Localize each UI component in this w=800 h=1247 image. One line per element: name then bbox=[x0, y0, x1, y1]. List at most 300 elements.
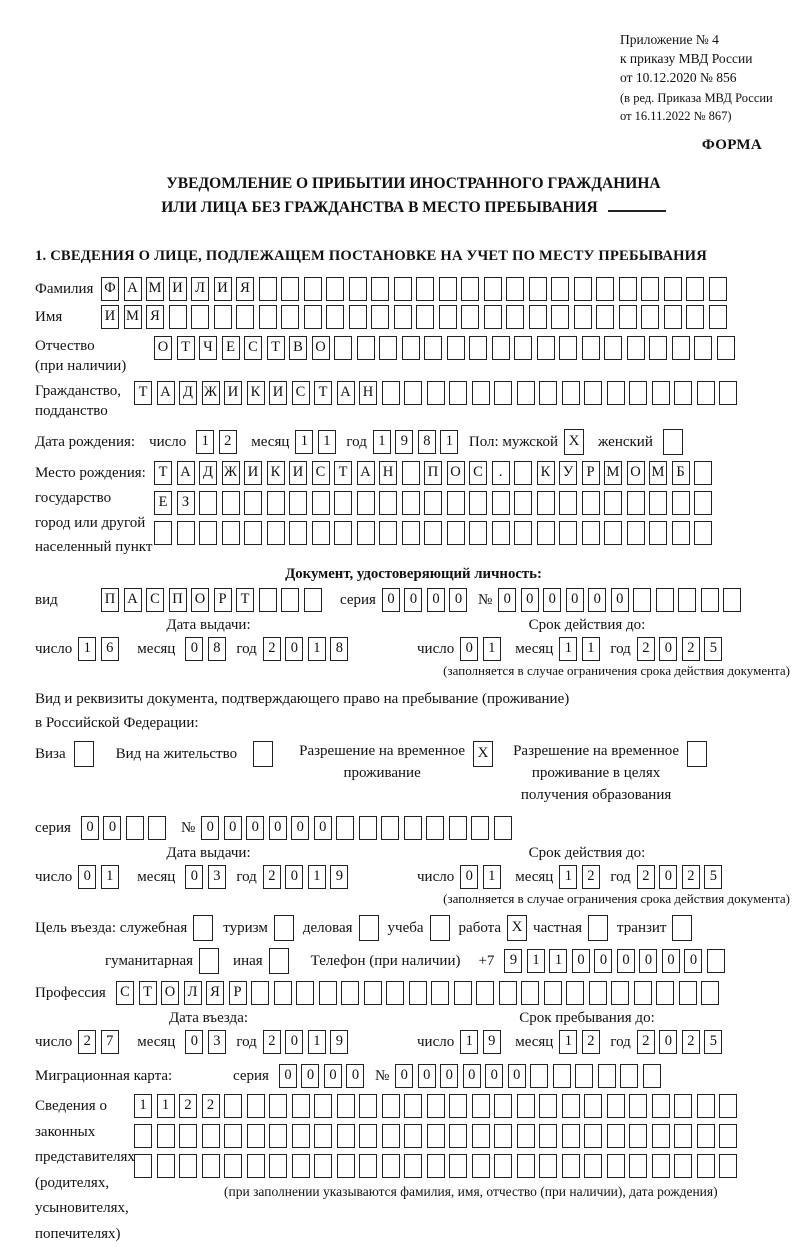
char-cell[interactable] bbox=[517, 1154, 535, 1178]
char-cell[interactable]: П bbox=[169, 588, 187, 612]
birth-month-cells[interactable] bbox=[295, 430, 340, 454]
char-cell[interactable] bbox=[289, 491, 307, 515]
char-cell[interactable]: Б bbox=[672, 461, 690, 485]
char-cell[interactable] bbox=[157, 1154, 175, 1178]
birth-place-cells-row-1[interactable] bbox=[154, 461, 717, 485]
char-cell[interactable]: Ф bbox=[101, 277, 119, 301]
char-cell[interactable]: 9 bbox=[330, 865, 348, 889]
char-cell[interactable] bbox=[359, 1154, 377, 1178]
char-cell[interactable] bbox=[449, 1094, 467, 1118]
char-cell[interactable]: В bbox=[289, 336, 307, 360]
char-cell[interactable] bbox=[236, 305, 254, 329]
char-cell[interactable] bbox=[627, 521, 645, 545]
char-cell[interactable] bbox=[719, 1154, 737, 1178]
char-cell[interactable]: 0 bbox=[427, 588, 445, 612]
char-cell[interactable] bbox=[359, 1094, 377, 1118]
char-cell[interactable] bbox=[394, 305, 412, 329]
purpose-commercial-checkbox[interactable] bbox=[359, 915, 379, 941]
char-cell[interactable] bbox=[382, 381, 400, 405]
char-cell[interactable] bbox=[584, 381, 602, 405]
char-cell[interactable] bbox=[694, 336, 712, 360]
char-cell[interactable] bbox=[656, 981, 674, 1005]
char-cell[interactable] bbox=[584, 1094, 602, 1118]
char-cell[interactable]: 9 bbox=[483, 1030, 501, 1054]
char-cell[interactable] bbox=[357, 491, 375, 515]
stay-day-cells[interactable] bbox=[460, 1030, 505, 1054]
doc-issue-year-cells[interactable] bbox=[263, 637, 353, 661]
char-cell[interactable] bbox=[259, 588, 277, 612]
char-cell[interactable]: О bbox=[312, 336, 330, 360]
char-cell[interactable] bbox=[314, 1154, 332, 1178]
doc-issue-month-cells[interactable] bbox=[185, 637, 230, 661]
char-cell[interactable] bbox=[517, 1094, 535, 1118]
char-cell[interactable]: И bbox=[224, 381, 242, 405]
char-cell[interactable]: 2 bbox=[682, 1030, 700, 1054]
char-cell[interactable]: 8 bbox=[330, 637, 348, 661]
char-cell[interactable] bbox=[701, 981, 719, 1005]
char-cell[interactable] bbox=[224, 1154, 242, 1178]
char-cell[interactable] bbox=[427, 1154, 445, 1178]
char-cell[interactable]: 2 bbox=[202, 1094, 220, 1118]
char-cell[interactable]: С bbox=[116, 981, 134, 1005]
char-cell[interactable] bbox=[179, 1124, 197, 1148]
char-cell[interactable]: 0 bbox=[594, 949, 612, 973]
char-cell[interactable] bbox=[382, 1094, 400, 1118]
char-cell[interactable]: 0 bbox=[269, 816, 287, 840]
char-cell[interactable] bbox=[537, 521, 555, 545]
char-cell[interactable] bbox=[402, 521, 420, 545]
char-cell[interactable]: 0 bbox=[314, 816, 332, 840]
char-cell[interactable]: З bbox=[177, 491, 195, 515]
char-cell[interactable]: 7 bbox=[101, 1030, 119, 1054]
char-cell[interactable] bbox=[672, 521, 690, 545]
char-cell[interactable]: Т bbox=[154, 461, 172, 485]
char-cell[interactable]: 2 bbox=[582, 1030, 600, 1054]
char-cell[interactable] bbox=[537, 491, 555, 515]
char-cell[interactable] bbox=[337, 1154, 355, 1178]
char-cell[interactable] bbox=[424, 336, 442, 360]
char-cell[interactable] bbox=[337, 1124, 355, 1148]
char-cell[interactable]: 0 bbox=[201, 816, 219, 840]
representatives-cells-row-2[interactable] bbox=[134, 1124, 742, 1148]
char-cell[interactable] bbox=[244, 521, 262, 545]
char-cell[interactable]: 8 bbox=[418, 430, 436, 454]
char-cell[interactable]: Н bbox=[379, 461, 397, 485]
doc-valid-year-cells[interactable] bbox=[637, 637, 727, 661]
char-cell[interactable] bbox=[629, 1094, 647, 1118]
char-cell[interactable]: 2 bbox=[637, 865, 655, 889]
char-cell[interactable] bbox=[627, 491, 645, 515]
char-cell[interactable] bbox=[326, 305, 344, 329]
char-cell[interactable] bbox=[664, 305, 682, 329]
char-cell[interactable]: 1 bbox=[440, 430, 458, 454]
char-cell[interactable] bbox=[349, 305, 367, 329]
char-cell[interactable] bbox=[551, 277, 569, 301]
char-cell[interactable] bbox=[574, 305, 592, 329]
char-cell[interactable] bbox=[382, 1154, 400, 1178]
char-cell[interactable]: 0 bbox=[346, 1064, 364, 1088]
permit-issue-month-cells[interactable] bbox=[185, 865, 230, 889]
char-cell[interactable] bbox=[357, 336, 375, 360]
char-cell[interactable] bbox=[326, 277, 344, 301]
char-cell[interactable] bbox=[629, 1124, 647, 1148]
profession-cells[interactable] bbox=[116, 981, 724, 1005]
char-cell[interactable]: 2 bbox=[582, 865, 600, 889]
char-cell[interactable]: 0 bbox=[662, 949, 680, 973]
char-cell[interactable] bbox=[494, 1094, 512, 1118]
char-cell[interactable] bbox=[530, 1064, 548, 1088]
temp-residence-edu-checkbox[interactable] bbox=[687, 741, 707, 767]
char-cell[interactable] bbox=[566, 981, 584, 1005]
char-cell[interactable]: 0 bbox=[291, 816, 309, 840]
char-cell[interactable]: 1 bbox=[134, 1094, 152, 1118]
char-cell[interactable]: 0 bbox=[460, 865, 478, 889]
char-cell[interactable]: 0 bbox=[684, 949, 702, 973]
char-cell[interactable] bbox=[664, 277, 682, 301]
char-cell[interactable] bbox=[334, 336, 352, 360]
char-cell[interactable] bbox=[336, 816, 354, 840]
char-cell[interactable]: 9 bbox=[330, 1030, 348, 1054]
char-cell[interactable]: Д bbox=[179, 381, 197, 405]
char-cell[interactable]: 1 bbox=[483, 637, 501, 661]
char-cell[interactable]: 0 bbox=[301, 1064, 319, 1088]
char-cell[interactable]: Р bbox=[214, 588, 232, 612]
char-cell[interactable]: 1 bbox=[549, 949, 567, 973]
char-cell[interactable] bbox=[244, 491, 262, 515]
char-cell[interactable]: А bbox=[157, 381, 175, 405]
char-cell[interactable] bbox=[656, 588, 674, 612]
char-cell[interactable]: М bbox=[604, 461, 622, 485]
char-cell[interactable] bbox=[484, 305, 502, 329]
purpose-other-checkbox[interactable] bbox=[269, 948, 289, 974]
char-cell[interactable]: 0 bbox=[508, 1064, 526, 1088]
char-cell[interactable]: 1 bbox=[308, 865, 326, 889]
char-cell[interactable] bbox=[697, 1124, 715, 1148]
char-cell[interactable]: У bbox=[559, 461, 577, 485]
char-cell[interactable] bbox=[449, 816, 467, 840]
char-cell[interactable] bbox=[539, 1094, 557, 1118]
char-cell[interactable] bbox=[499, 981, 517, 1005]
char-cell[interactable] bbox=[259, 277, 277, 301]
char-cell[interactable]: . bbox=[492, 461, 510, 485]
char-cell[interactable]: 5 bbox=[704, 637, 722, 661]
char-cell[interactable] bbox=[292, 1094, 310, 1118]
char-cell[interactable]: 0 bbox=[185, 637, 203, 661]
char-cell[interactable] bbox=[269, 1094, 287, 1118]
char-cell[interactable] bbox=[598, 1064, 616, 1088]
char-cell[interactable] bbox=[289, 521, 307, 545]
purpose-work-checkbox[interactable]: X bbox=[507, 915, 527, 941]
char-cell[interactable] bbox=[416, 277, 434, 301]
char-cell[interactable] bbox=[222, 491, 240, 515]
char-cell[interactable] bbox=[199, 521, 217, 545]
char-cell[interactable] bbox=[652, 1124, 670, 1148]
char-cell[interactable] bbox=[484, 277, 502, 301]
char-cell[interactable]: 0 bbox=[639, 949, 657, 973]
char-cell[interactable] bbox=[674, 381, 692, 405]
char-cell[interactable] bbox=[427, 1094, 445, 1118]
char-cell[interactable] bbox=[709, 277, 727, 301]
char-cell[interactable]: О bbox=[161, 981, 179, 1005]
char-cell[interactable] bbox=[604, 521, 622, 545]
char-cell[interactable]: П bbox=[424, 461, 442, 485]
char-cell[interactable]: О bbox=[447, 461, 465, 485]
char-cell[interactable] bbox=[292, 1124, 310, 1148]
char-cell[interactable]: Я bbox=[206, 981, 224, 1005]
char-cell[interactable] bbox=[449, 1154, 467, 1178]
char-cell[interactable]: 0 bbox=[543, 588, 561, 612]
char-cell[interactable] bbox=[719, 1094, 737, 1118]
char-cell[interactable] bbox=[641, 277, 659, 301]
char-cell[interactable] bbox=[604, 491, 622, 515]
char-cell[interactable] bbox=[447, 521, 465, 545]
char-cell[interactable]: 9 bbox=[395, 430, 413, 454]
char-cell[interactable] bbox=[707, 949, 725, 973]
char-cell[interactable] bbox=[582, 521, 600, 545]
char-cell[interactable]: 0 bbox=[246, 816, 264, 840]
char-cell[interactable]: Л bbox=[191, 277, 209, 301]
char-cell[interactable]: А bbox=[357, 461, 375, 485]
representatives-cells-row-3[interactable] bbox=[134, 1154, 742, 1178]
char-cell[interactable]: Е bbox=[222, 336, 240, 360]
char-cell[interactable]: 0 bbox=[324, 1064, 342, 1088]
char-cell[interactable]: 2 bbox=[78, 1030, 96, 1054]
char-cell[interactable]: О bbox=[191, 588, 209, 612]
char-cell[interactable] bbox=[416, 305, 434, 329]
char-cell[interactable] bbox=[334, 491, 352, 515]
phone-cells[interactable] bbox=[504, 949, 729, 973]
char-cell[interactable] bbox=[607, 1124, 625, 1148]
char-cell[interactable]: М bbox=[124, 305, 142, 329]
char-cell[interactable] bbox=[472, 381, 490, 405]
char-cell[interactable] bbox=[247, 1124, 265, 1148]
char-cell[interactable]: 0 bbox=[279, 1064, 297, 1088]
citizenship-cells[interactable] bbox=[134, 381, 742, 405]
char-cell[interactable]: С bbox=[469, 461, 487, 485]
char-cell[interactable]: 0 bbox=[395, 1064, 413, 1088]
char-cell[interactable] bbox=[449, 381, 467, 405]
char-cell[interactable]: 2 bbox=[219, 430, 237, 454]
char-cell[interactable] bbox=[494, 1154, 512, 1178]
birth-day-cells[interactable] bbox=[196, 430, 241, 454]
char-cell[interactable] bbox=[222, 521, 240, 545]
char-cell[interactable]: А bbox=[337, 381, 355, 405]
char-cell[interactable]: А bbox=[177, 461, 195, 485]
surname-cells[interactable] bbox=[101, 277, 731, 301]
char-cell[interactable]: 0 bbox=[485, 1064, 503, 1088]
char-cell[interactable] bbox=[686, 277, 704, 301]
char-cell[interactable] bbox=[678, 588, 696, 612]
char-cell[interactable] bbox=[596, 277, 614, 301]
char-cell[interactable] bbox=[404, 1094, 422, 1118]
char-cell[interactable] bbox=[304, 588, 322, 612]
temp-residence-checkbox[interactable]: X bbox=[473, 741, 493, 767]
char-cell[interactable]: 5 bbox=[704, 1030, 722, 1054]
char-cell[interactable] bbox=[191, 305, 209, 329]
char-cell[interactable] bbox=[719, 381, 737, 405]
char-cell[interactable]: Ж bbox=[202, 381, 220, 405]
char-cell[interactable]: К bbox=[267, 461, 285, 485]
char-cell[interactable] bbox=[394, 277, 412, 301]
char-cell[interactable]: Е bbox=[154, 491, 172, 515]
char-cell[interactable] bbox=[517, 1124, 535, 1148]
char-cell[interactable] bbox=[409, 981, 427, 1005]
char-cell[interactable] bbox=[202, 1154, 220, 1178]
char-cell[interactable]: 0 bbox=[588, 588, 606, 612]
char-cell[interactable] bbox=[539, 381, 557, 405]
char-cell[interactable] bbox=[357, 521, 375, 545]
char-cell[interactable] bbox=[674, 1124, 692, 1148]
char-cell[interactable] bbox=[126, 816, 144, 840]
char-cell[interactable]: Л bbox=[184, 981, 202, 1005]
char-cell[interactable] bbox=[404, 1124, 422, 1148]
char-cell[interactable] bbox=[427, 1124, 445, 1148]
char-cell[interactable]: 3 bbox=[208, 865, 226, 889]
birth-place-cells-row-2[interactable] bbox=[154, 491, 717, 515]
char-cell[interactable] bbox=[517, 381, 535, 405]
char-cell[interactable] bbox=[514, 336, 532, 360]
char-cell[interactable]: 1 bbox=[101, 865, 119, 889]
char-cell[interactable] bbox=[274, 981, 292, 1005]
char-cell[interactable]: Т bbox=[139, 981, 157, 1005]
char-cell[interactable]: С bbox=[312, 461, 330, 485]
permit-valid-year-cells[interactable] bbox=[637, 865, 727, 889]
char-cell[interactable]: 1 bbox=[308, 637, 326, 661]
char-cell[interactable]: 0 bbox=[81, 816, 99, 840]
char-cell[interactable] bbox=[494, 381, 512, 405]
purpose-tourism-checkbox[interactable] bbox=[274, 915, 294, 941]
char-cell[interactable] bbox=[404, 381, 422, 405]
char-cell[interactable]: А bbox=[124, 277, 142, 301]
char-cell[interactable] bbox=[267, 491, 285, 515]
char-cell[interactable]: 1 bbox=[196, 430, 214, 454]
char-cell[interactable] bbox=[214, 305, 232, 329]
char-cell[interactable] bbox=[314, 1124, 332, 1148]
doc-valid-month-cells[interactable] bbox=[559, 637, 604, 661]
char-cell[interactable] bbox=[381, 816, 399, 840]
char-cell[interactable] bbox=[177, 521, 195, 545]
char-cell[interactable] bbox=[157, 1124, 175, 1148]
char-cell[interactable]: И bbox=[214, 277, 232, 301]
char-cell[interactable]: 8 bbox=[208, 637, 226, 661]
char-cell[interactable] bbox=[134, 1124, 152, 1148]
char-cell[interactable] bbox=[349, 277, 367, 301]
char-cell[interactable] bbox=[447, 336, 465, 360]
doc-number-cells[interactable] bbox=[498, 588, 746, 612]
char-cell[interactable]: О bbox=[154, 336, 172, 360]
char-cell[interactable]: 2 bbox=[637, 637, 655, 661]
char-cell[interactable]: Р bbox=[582, 461, 600, 485]
char-cell[interactable]: К bbox=[537, 461, 555, 485]
char-cell[interactable]: 6 bbox=[101, 637, 119, 661]
char-cell[interactable] bbox=[674, 1094, 692, 1118]
purpose-transit-checkbox[interactable] bbox=[672, 915, 692, 941]
stay-month-cells[interactable] bbox=[559, 1030, 604, 1054]
residence-permit-checkbox[interactable] bbox=[253, 741, 273, 767]
char-cell[interactable]: С bbox=[146, 588, 164, 612]
char-cell[interactable] bbox=[562, 381, 580, 405]
patronymic-cells[interactable] bbox=[154, 336, 739, 360]
char-cell[interactable] bbox=[634, 981, 652, 1005]
char-cell[interactable] bbox=[607, 1094, 625, 1118]
char-cell[interactable] bbox=[649, 336, 667, 360]
char-cell[interactable] bbox=[619, 277, 637, 301]
char-cell[interactable]: 0 bbox=[78, 865, 96, 889]
char-cell[interactable] bbox=[559, 491, 577, 515]
char-cell[interactable]: 1 bbox=[308, 1030, 326, 1054]
char-cell[interactable] bbox=[607, 381, 625, 405]
char-cell[interactable]: С bbox=[244, 336, 262, 360]
char-cell[interactable]: И bbox=[269, 381, 287, 405]
char-cell[interactable] bbox=[469, 491, 487, 515]
char-cell[interactable]: И bbox=[244, 461, 262, 485]
char-cell[interactable] bbox=[461, 305, 479, 329]
char-cell[interactable] bbox=[267, 521, 285, 545]
char-cell[interactable] bbox=[539, 1154, 557, 1178]
char-cell[interactable] bbox=[604, 336, 622, 360]
visa-checkbox[interactable] bbox=[74, 741, 94, 767]
char-cell[interactable]: 1 bbox=[527, 949, 545, 973]
char-cell[interactable] bbox=[582, 491, 600, 515]
char-cell[interactable] bbox=[439, 305, 457, 329]
char-cell[interactable] bbox=[652, 1094, 670, 1118]
char-cell[interactable]: Я bbox=[236, 277, 254, 301]
char-cell[interactable] bbox=[717, 336, 735, 360]
char-cell[interactable]: А bbox=[124, 588, 142, 612]
char-cell[interactable]: 1 bbox=[559, 865, 577, 889]
char-cell[interactable] bbox=[562, 1124, 580, 1148]
char-cell[interactable] bbox=[472, 1154, 490, 1178]
char-cell[interactable] bbox=[649, 521, 667, 545]
char-cell[interactable] bbox=[469, 336, 487, 360]
birth-year-cells[interactable] bbox=[373, 430, 463, 454]
char-cell[interactable] bbox=[424, 491, 442, 515]
char-cell[interactable] bbox=[649, 491, 667, 515]
char-cell[interactable] bbox=[379, 521, 397, 545]
char-cell[interactable]: 0 bbox=[659, 1030, 677, 1054]
char-cell[interactable]: 0 bbox=[185, 865, 203, 889]
char-cell[interactable]: 1 bbox=[483, 865, 501, 889]
char-cell[interactable] bbox=[629, 1154, 647, 1178]
char-cell[interactable]: 1 bbox=[157, 1094, 175, 1118]
char-cell[interactable]: Т bbox=[314, 381, 332, 405]
char-cell[interactable] bbox=[694, 491, 712, 515]
char-cell[interactable]: Т bbox=[267, 336, 285, 360]
char-cell[interactable]: Д bbox=[199, 461, 217, 485]
char-cell[interactable] bbox=[674, 1154, 692, 1178]
char-cell[interactable] bbox=[269, 1124, 287, 1148]
gender-female-checkbox[interactable] bbox=[663, 429, 683, 455]
char-cell[interactable]: 1 bbox=[460, 1030, 478, 1054]
char-cell[interactable]: 2 bbox=[682, 637, 700, 661]
char-cell[interactable] bbox=[575, 1064, 593, 1088]
name-cells[interactable] bbox=[101, 305, 731, 329]
char-cell[interactable] bbox=[154, 521, 172, 545]
char-cell[interactable] bbox=[506, 277, 524, 301]
char-cell[interactable]: 5 bbox=[704, 865, 722, 889]
char-cell[interactable] bbox=[469, 521, 487, 545]
permit-issue-year-cells[interactable] bbox=[263, 865, 353, 889]
char-cell[interactable] bbox=[402, 491, 420, 515]
char-cell[interactable]: 1 bbox=[78, 637, 96, 661]
char-cell[interactable] bbox=[596, 305, 614, 329]
char-cell[interactable] bbox=[584, 1124, 602, 1148]
char-cell[interactable] bbox=[494, 816, 512, 840]
char-cell[interactable] bbox=[371, 305, 389, 329]
permit-valid-month-cells[interactable] bbox=[559, 865, 604, 889]
char-cell[interactable]: 0 bbox=[285, 1030, 303, 1054]
purpose-humanitarian-checkbox[interactable] bbox=[199, 948, 219, 974]
